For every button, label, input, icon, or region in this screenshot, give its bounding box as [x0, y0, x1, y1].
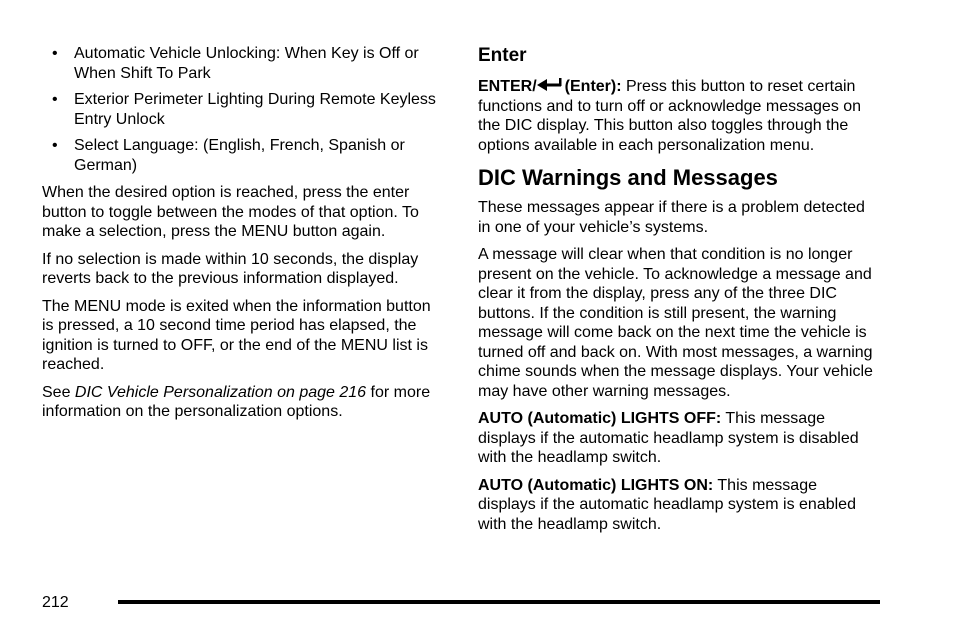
- list-item: • Automatic Vehicle Unlocking: When Key is Off or When Shift To Park: [52, 45, 419, 82]
- page-number: 212: [42, 594, 69, 611]
- left-column: [42, 44, 442, 430]
- enter-heading: Enter: [478, 45, 527, 66]
- personalization-options-list: [42, 44, 442, 176]
- dic-warnings-heading: DIC Warnings and Messages: [478, 165, 778, 190]
- dic-paragraph-intro: These messages appear if there is a problem detected in one of your vehicle’s systems.: [478, 199, 865, 236]
- enter-paragraph: ENTER/ (Enter): Press this button to reset certain functions and to turn off or acknowledge messages on the DIC display. This button also toggles through the options available in each personalization menu.: [478, 78, 862, 154]
- paragraph-select-option: When the desired option is reached, press the enter button to toggle between the modes of that option. To make a selection, press the MENU button again.: [42, 184, 419, 240]
- auto-lights-on-paragraph: AUTO (Automatic) LIGHTS ON: This message displays if the automatic headlamp system is enabled with the headlamp switch.: [478, 476, 856, 533]
- bullet-icon: •: [52, 91, 58, 108]
- bullet-icon: •: [52, 137, 58, 154]
- bullet-icon: •: [52, 45, 58, 62]
- list-item: • Select Language: (English, French, Spanish or German): [52, 137, 405, 174]
- paragraph-menu-exit: The MENU mode is exited when the information button is pressed, a 10 second time period has elapsed, the ignition is turned to OFF, or the end of the MENU list is reached.: [42, 297, 431, 373]
- list-item: • Exterior Perimeter Lighting During Remote Keyless Entry Unlock: [52, 91, 436, 128]
- paragraph-timeout: If no selection is made within 10 seconds, the display reverts back to the previous information displayed.: [42, 250, 419, 287]
- right-column: [478, 44, 878, 542]
- auto-lights-off-paragraph: AUTO (Automatic) LIGHTS OFF: This message displays if the automatic headlamp system is disabled with the headlamp switch.: [478, 410, 859, 466]
- paragraph-see-reference: See DIC Vehicle Personalization on page 216 for more information on the personalization options.: [42, 383, 431, 420]
- dic-paragraph-clear: A message will clear when that condition is no longer present on the vehicle. To acknowledge a message and clear it from the display, press any of the three DIC buttons. If the condition is still present, the warning message will come back on the next time the vehicle is turned off and back on. With most messages, a warning chime sounds when the message displays. Your vehicle may have other warning messages.: [478, 246, 873, 400]
- footer-divider: [118, 600, 880, 604]
- cross-reference-link[interactable]: DIC Vehicle Personalization on page 216: [74, 383, 367, 401]
- enter-arrow-icon: [537, 78, 565, 92]
